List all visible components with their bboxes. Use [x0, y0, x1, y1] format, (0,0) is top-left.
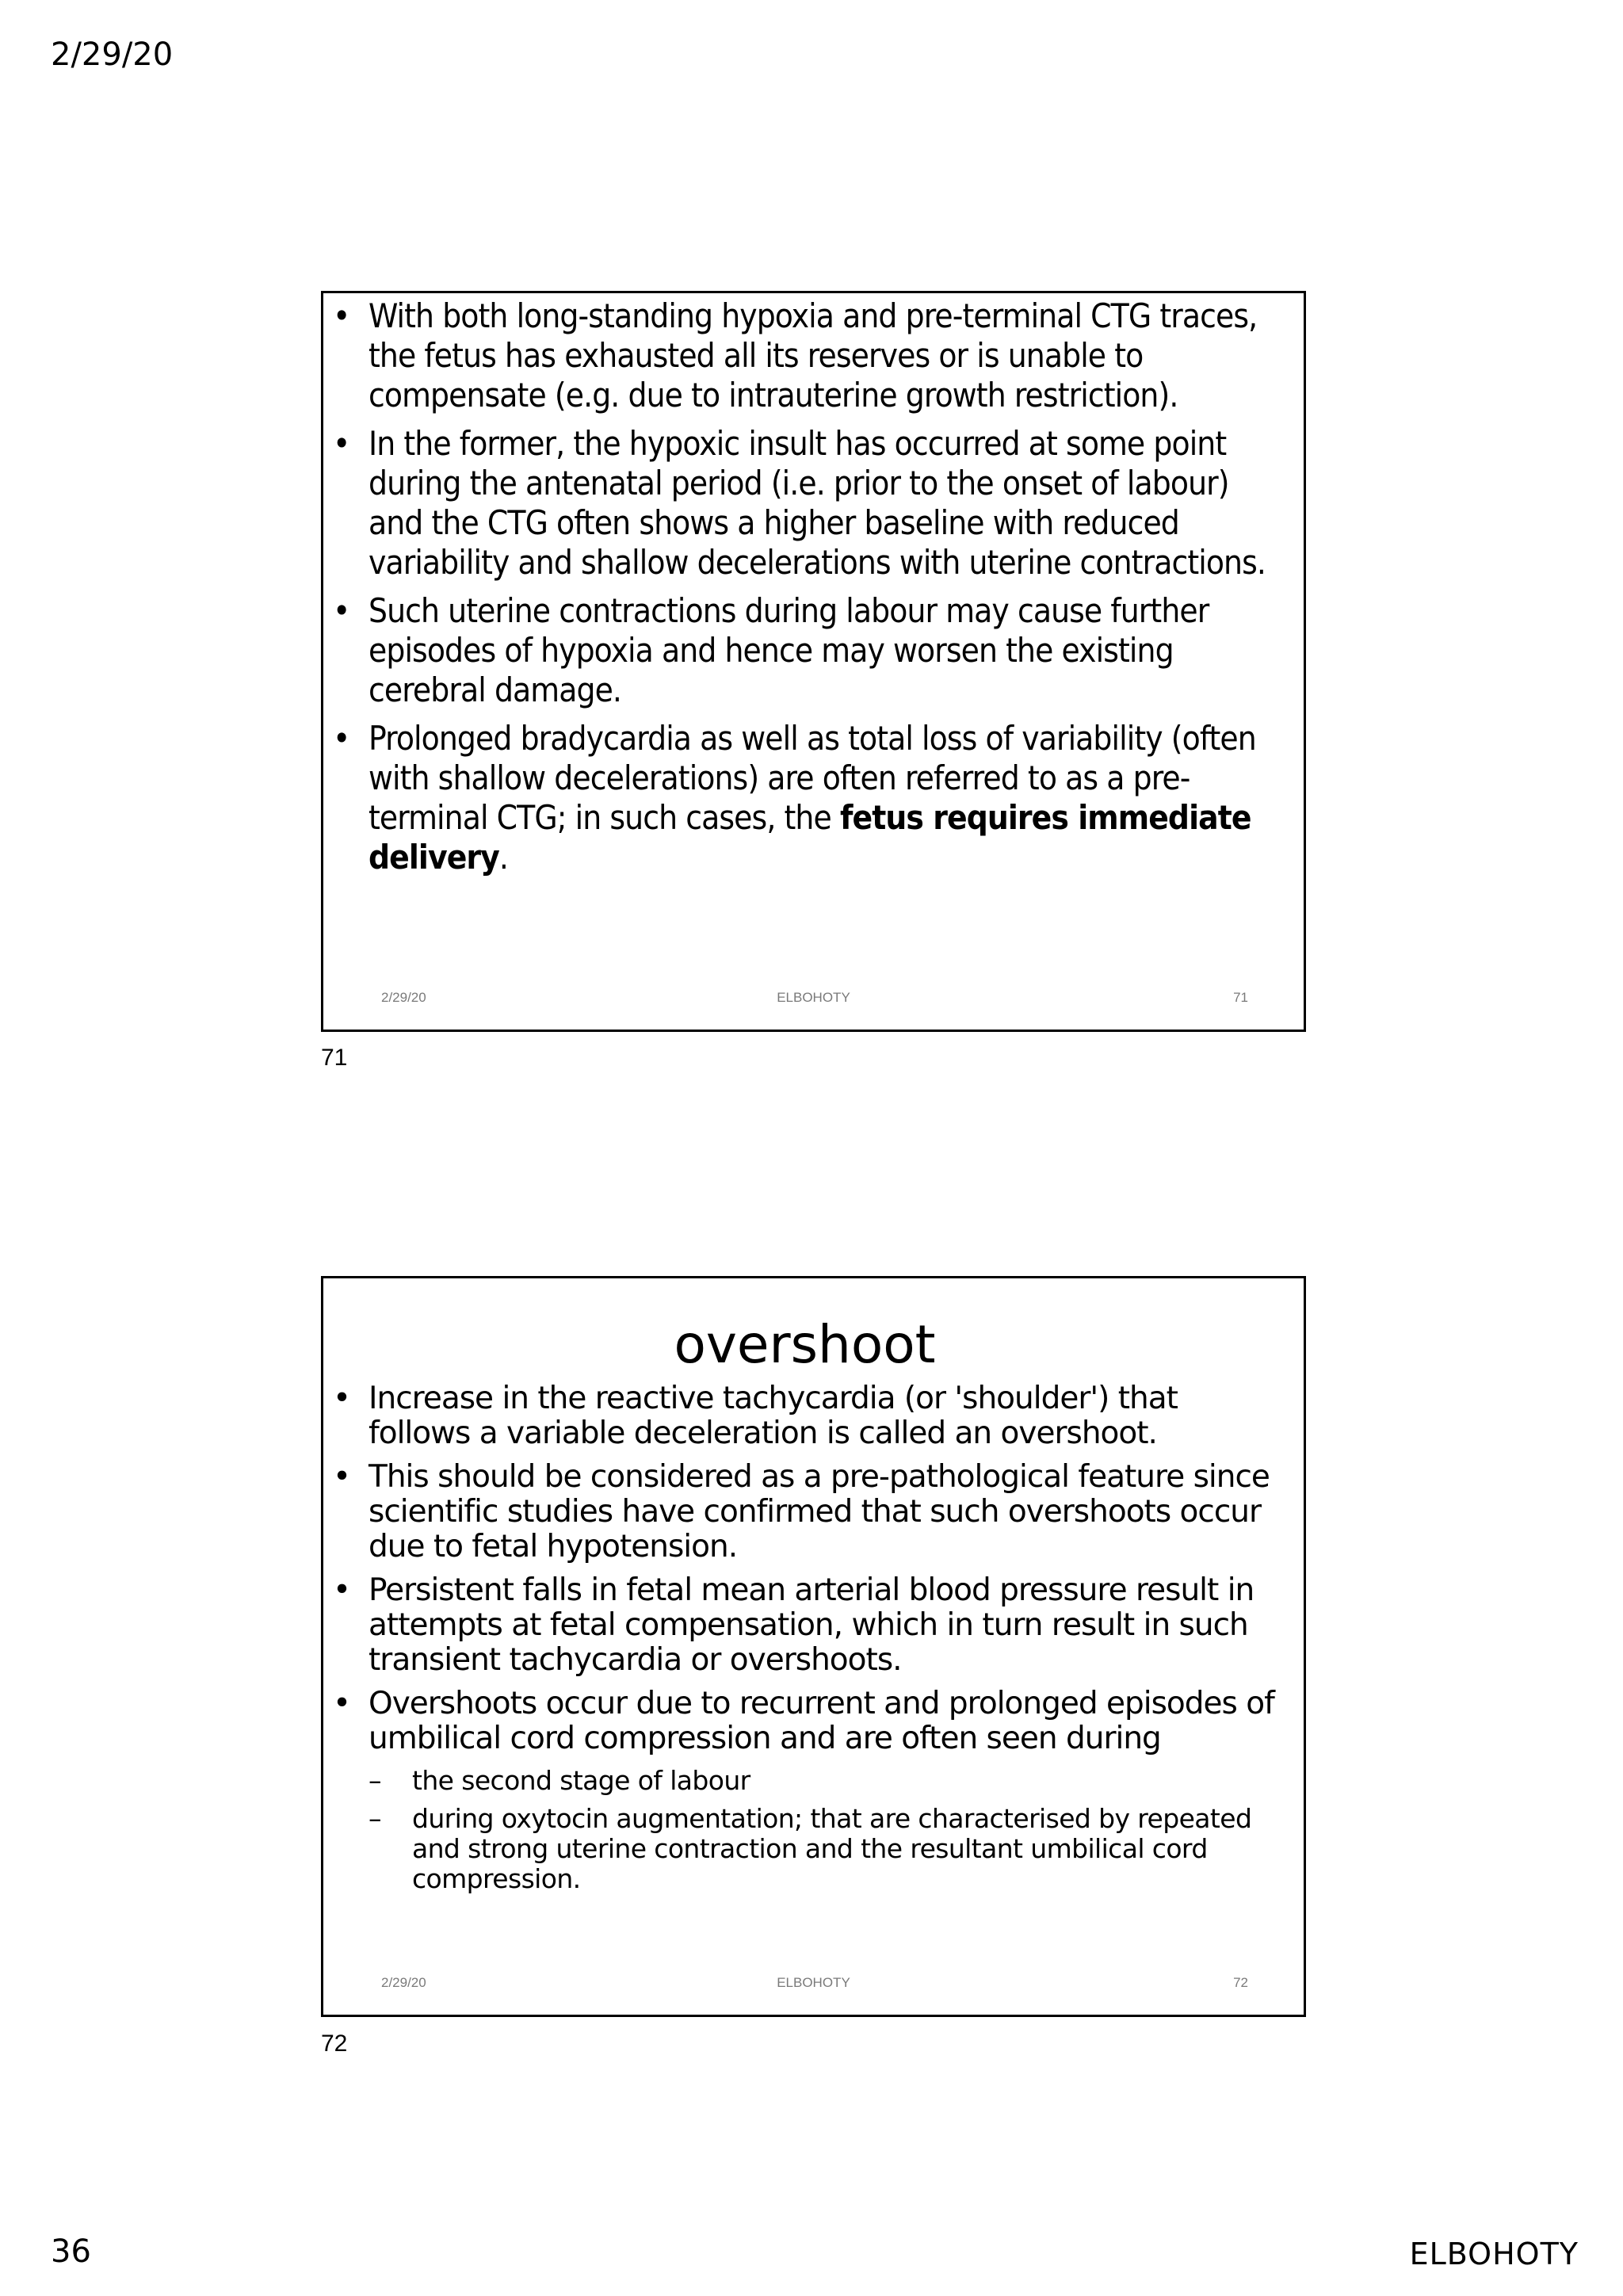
bullet-item [323, 1687, 1286, 1894]
slide-title: overshoot [674, 1314, 936, 1375]
bullet-item: • Persistent falls in fetal mean arterial blood pressure result in attempts at fetal compensation, which in turn result in such transient tachycardia or overshoots. [323, 1573, 1286, 1678]
slide-footer [323, 1975, 1304, 1994]
slide-71 [321, 291, 1306, 1032]
bullet-item: • This should be considered as a pre-pathological feature since scientific studies have confirmed that such overshoots occur due to fetal hypotension. [323, 1460, 1286, 1564]
slide-footer-author: ELBOHOTY [777, 1975, 850, 1990]
slide-body [323, 1278, 1304, 1903]
slide-label: 72 [321, 2030, 348, 2057]
sub-bullet-item: – during oxytocin augmentation; that are characterised by repeated and strong uterine contraction and the resultant umbilical cord compression. [369, 1804, 1286, 1894]
sub-bullet-item: – the second stage of labour [369, 1766, 1286, 1796]
bullet-item [323, 719, 1286, 877]
bullet-text-end: . [498, 838, 509, 877]
bullet-item: • With both long-standing hypoxia and pre-terminal CTG traces, the fetus has exhausted all its reserves or is unable to compensate (e.g. due to intrauterine growth restriction). [323, 296, 1286, 415]
slide-footer-number: 72 [1233, 1975, 1248, 1990]
bullet-item: • In the former, the hypoxic insult has occurred at some point during the antenatal period (i.e. prior to the onset of labour) and the CTG often shows a higher baseline with reduced variability and shallow decelerations with uterine contractions. [323, 424, 1286, 583]
bullet-item: • Increase in the reactive tachycardia (or 'shoulder') that follows a variable deceleration is called an overshoot. [323, 1381, 1286, 1451]
slide-footer-number: 71 [1233, 990, 1248, 1005]
slide-footer-author: ELBOHOTY [777, 990, 850, 1005]
bullet-text: Overshoots occur due to recurrent and prolonged episodes of umbilical cord compression and are often seen during [369, 1686, 1274, 1756]
slide-label: 71 [321, 1045, 348, 1071]
bullet-bold-text: fetus requires immediate delivery [369, 798, 1251, 877]
slide-footer-date: 2/29/20 [381, 1975, 426, 1990]
bullet-list [323, 296, 1286, 877]
slide-footer-date: 2/29/20 [381, 990, 426, 1005]
bullet-item: • Such uterine contractions during labour may cause further episodes of hypoxia and hence may worsen the existing cerebral damage. [323, 591, 1286, 710]
page-date: 2/29/20 [51, 36, 174, 73]
slide-footer [323, 990, 1304, 1009]
bullet-text: Prolonged bradycardia as well as total loss of variability (often with shallow decelerations) are often referred to as a pre-terminal CTG; in such cases, the [369, 719, 1256, 837]
slide-72 [321, 1276, 1306, 2017]
bullet-list [323, 1381, 1286, 1894]
page-number: 36 [51, 2233, 91, 2270]
page-author: ELBOHOTY [1409, 2237, 1579, 2271]
slide-body [323, 296, 1304, 886]
sub-bullet-list [369, 1766, 1286, 1894]
